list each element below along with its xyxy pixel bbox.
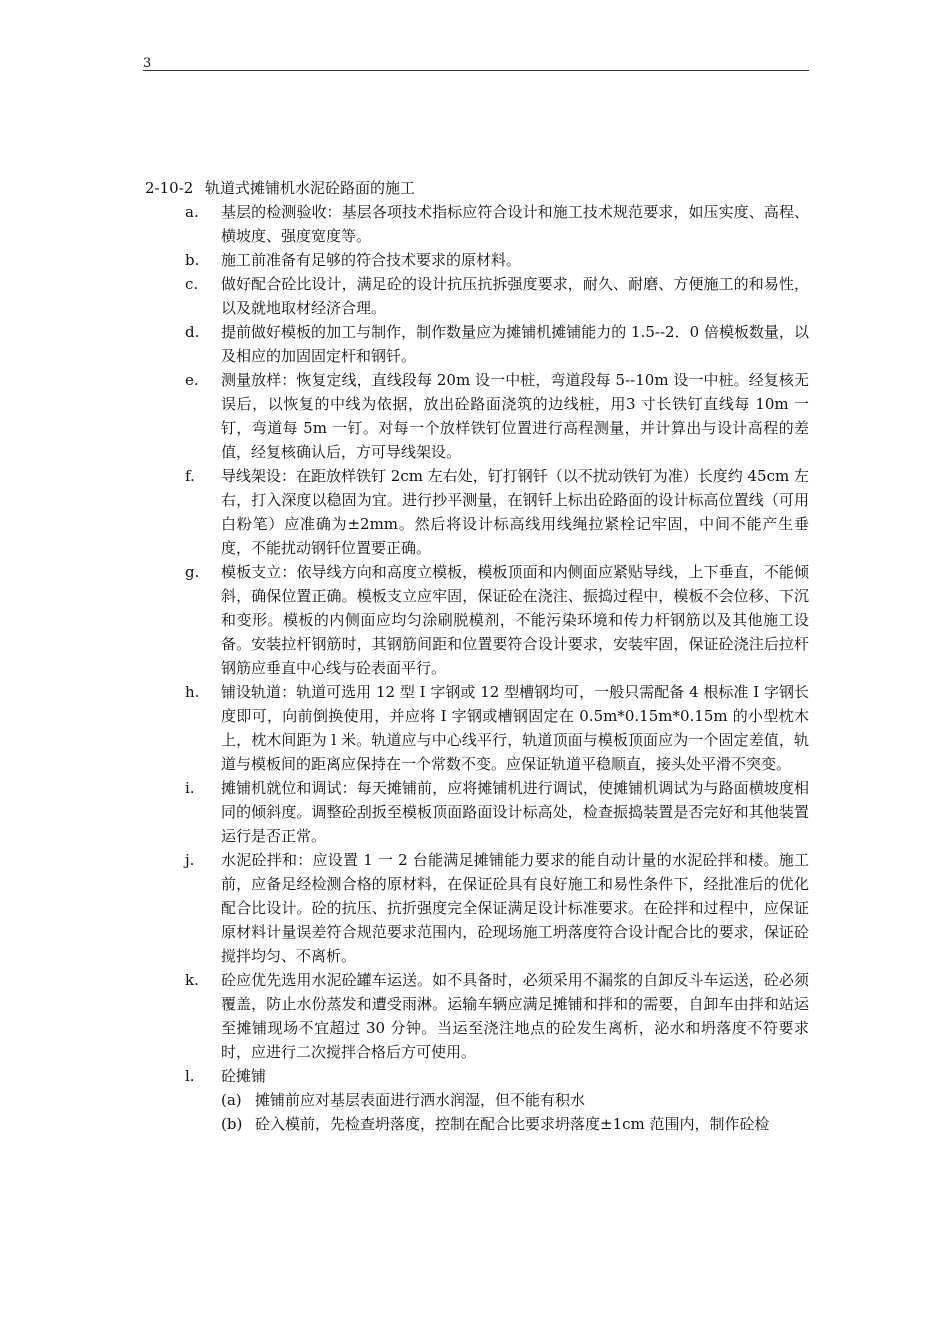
list-item — [143, 848, 809, 968]
list-marker: b. — [185, 251, 200, 269]
list-item-text: 砼摊铺 — [221, 1067, 267, 1085]
header-rule — [143, 70, 809, 71]
list-item-text: 砼应优先选用水泥砼罐车运送。如不具备时，必须采用不漏浆的自卸反斗车运送，砼必须覆盖，防止水份蒸发和遭受雨淋。运输车辆应满足摊铺和拌和的需要，自卸车由拌和站运至摊铺现场不宜超过 30 分钟。当运至浇注地点的砼发生离析，泌水和坍落度不符要求时，应进行二次搅拌合格后方可使用。 — [221, 971, 809, 1061]
list-marker: c. — [185, 275, 199, 293]
section-heading — [145, 176, 809, 200]
list-item — [143, 200, 809, 248]
list-item-text: 铺设轨道：轨道可选用 12 型 I 字钢或 12 型槽钢均可，一般只需配备 4 根标准 I 字钢长度即可，向前倒换使用，并应将 I 字钢或槽钢固定在 0.5m*0.15m*0.15m 的小型枕木上，枕木间距为 l 米。轨道应与中心线平行，轨道顶面与模板顶面应为一个固定差值，轨道与模板间的距离应保持在一个常数不变。应保证轨道平稳顺直，接头处平滑不突变。 — [221, 683, 809, 773]
list-item — [143, 776, 809, 848]
list-item — [143, 272, 809, 320]
list-item — [143, 464, 809, 560]
list-item — [143, 248, 809, 272]
list-marker: i. — [185, 779, 195, 797]
list-marker: j. — [185, 851, 195, 869]
sub-list-marker: (b) — [221, 1115, 243, 1133]
list-item — [143, 968, 809, 1064]
list-item-text: 施工前准备有足够的符合技术要求的原材料。 — [221, 251, 522, 269]
sub-list-item-text: 砼入模前，先检查坍落度，控制在配合比要求坍落度±1cm 范围内，制作砼检 — [255, 1115, 770, 1133]
list-marker: l. — [185, 1067, 195, 1085]
list-marker: e. — [185, 371, 199, 389]
sub-list-marker: (a) — [221, 1091, 242, 1109]
list-item — [143, 1064, 809, 1088]
list-marker: f. — [185, 467, 195, 485]
list-item — [143, 368, 809, 464]
list-item-text: 导线架设：在距放样铁钉 2cm 左右处，钉打钢钎（以不扰动铁钉为准）长度约 45cm 左右，打入深度以稳固为宜。进行抄平测量，在钢钎上标出砼路面的设计标高位置线（可用白粉笔）应准确为±2mm。然后将设计标高线用线绳拉紧栓记牢固，中间不能产生垂度，不能扰动钢钎位置要正确。 — [221, 467, 809, 557]
page-number: 3 — [143, 56, 152, 71]
list-item-text: 提前做好模板的加工与制作，制作数量应为摊铺机摊铺能力的 1.5--2．0 倍模板数量，以及相应的加固固定杆和钢钎。 — [221, 323, 809, 365]
sub-list-item — [143, 1112, 809, 1136]
section-title: 轨道式摊铺机水泥砼路面的施工 — [205, 179, 416, 197]
sub-list-item — [143, 1088, 809, 1112]
sub-list-item-text: 摊铺前应对基层表面进行洒水润湿，但不能有积水 — [255, 1091, 586, 1109]
list-item-text: 做好配合砼比设计，满足砼的设计抗压抗拆强度要求，耐久、耐磨、方便施工的和易性，以及就地取材经济合理。 — [221, 275, 809, 317]
document-body — [143, 176, 809, 1136]
list-item-text: 测量放样：恢复定线，直线段每 20m 设一中桩，弯道段每 5--10m 设一中桩。经复核无误后，以恢复的中线为依据，放出砼路面浇筑的边线桩，用3 寸长铁钉直线每 10m 一钉，弯道每 5m 一钉。对每一个放样铁钉位置进行高程测量，并计算出与设计高程的差值，经复核确认后，方可导线架设。 — [221, 371, 809, 461]
list-marker: d. — [185, 323, 200, 341]
list-marker: a. — [185, 203, 199, 221]
list-marker: k. — [185, 971, 199, 989]
list-item — [143, 560, 809, 680]
list-item-text: 水泥砼拌和：应设置 1 一 2 台能满足摊铺能力要求的能自动计量的水泥砼拌和楼。施工前，应备足经检测合格的原材料，在保证砼具有良好施工和易性条件下，经批准后的优化配合比设计。砼的抗压、抗折强度完全保证满足设计标准要求。在砼拌和过程中，应保证原材料计量误差符合规范要求范围内，砼现场施工坍落度符合设计配合比的要求，保证砼搅拌均匀、不离析。 — [221, 851, 809, 965]
list-marker: g. — [185, 563, 200, 581]
list-item-text: 基层的检测验收：基层各项技术指标应符合设计和施工技术规范要求，如压实度、高程、横坡度、强度宽度等。 — [221, 203, 809, 245]
list-marker: h. — [185, 683, 200, 701]
list-item — [143, 680, 809, 776]
list-item-text: 模板支立：依导线方向和高度立模板，模板顶面和内侧面应紧贴导线，上下垂直，不能倾斜，确保位置正确。模板支立应牢固，保证砼在浇注、振捣过程中，模板不会位移、下沉和变形。模板的内侧面应均匀涂刷脱模剂，不能污染环境和传力杆钢筋以及其他施工设备。安装拉杆钢筋时，其钢筋间距和位置要符合设计要求，安装牢固，保证砼浇注后拉杆钢筋应垂直中心线与砼表面平行。 — [221, 563, 809, 677]
list-item — [143, 320, 809, 368]
section-number: 2-10-2 — [145, 179, 194, 197]
list-item-text: 摊铺机就位和调试：每天摊铺前，应将摊铺机进行调试，使摊铺机调试为与路面横坡度相同的倾斜度。调整砼刮扳至模板顶面路面设计标高处，检查振捣装置是否完好和其他装置运行是否正常。 — [221, 779, 809, 845]
